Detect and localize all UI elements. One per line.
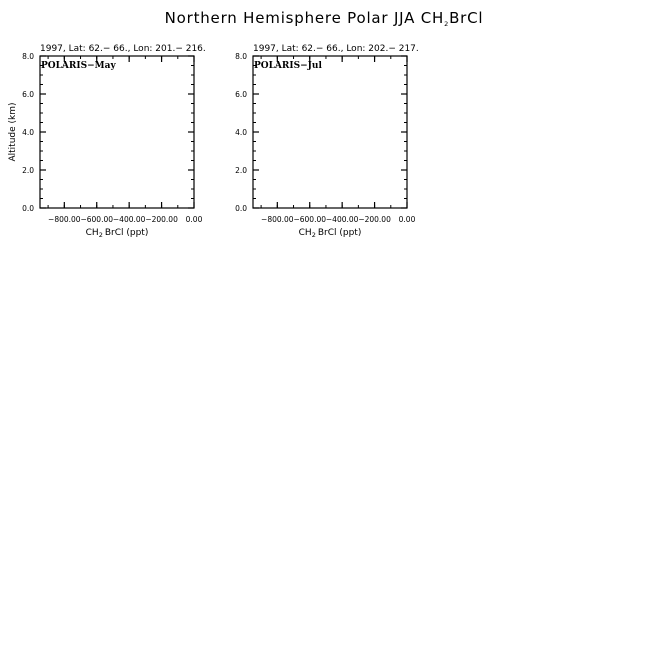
figure-title: Northern Hemisphere Polar JJA $CH_2BrCl$	[164, 9, 484, 28]
y-axis-label: Altitude (km)	[8, 102, 18, 162]
y-tick-label: 0.0	[22, 204, 34, 213]
x-tick-label: −800.00	[48, 215, 81, 224]
plot-frame	[253, 56, 407, 208]
panel-label: POLARIS−Jul	[254, 61, 322, 71]
x-tick-label: −600.00	[293, 215, 327, 224]
x-tick-label: −400.00	[325, 215, 359, 224]
x-axis-label: $CH_2$ BrCl (ppt)	[85, 228, 149, 239]
plot-frame	[40, 56, 194, 208]
x-tick-label: −200.00	[358, 215, 391, 224]
y-tick-label: 6.0	[22, 90, 34, 99]
y-tick-label: 8.0	[22, 52, 34, 61]
chart-panel-may	[8, 44, 206, 239]
y-tick-label: 4.0	[22, 128, 34, 137]
panel-header: 1997, Lat: 62.− 66., Lon: 201.− 216.	[40, 44, 206, 54]
axis-ticks	[22, 52, 203, 224]
x-tick-label: −800.00	[261, 215, 294, 224]
y-tick-label: 2.0	[22, 166, 34, 175]
y-tick-label: 4.0	[235, 128, 247, 137]
x-tick-label: 0.00	[185, 215, 203, 224]
axis-ticks	[235, 52, 416, 224]
panel-header: 1997, Lat: 62.− 66., Lon: 202.− 217.	[253, 44, 419, 54]
x-tick-label: −200.00	[145, 215, 178, 224]
x-tick-label: −600.00	[80, 215, 114, 224]
y-tick-label: 0.0	[235, 204, 247, 213]
y-tick-label: 2.0	[235, 166, 247, 175]
chart-panel-jul	[235, 44, 419, 239]
y-tick-label: 6.0	[235, 90, 247, 99]
x-tick-label: −400.00	[112, 215, 146, 224]
x-axis-label: $CH_2$ BrCl (ppt)	[298, 228, 362, 239]
y-tick-label: 8.0	[235, 52, 247, 61]
x-tick-label: 0.00	[398, 215, 416, 224]
panel-label: POLARIS−May	[41, 61, 116, 71]
